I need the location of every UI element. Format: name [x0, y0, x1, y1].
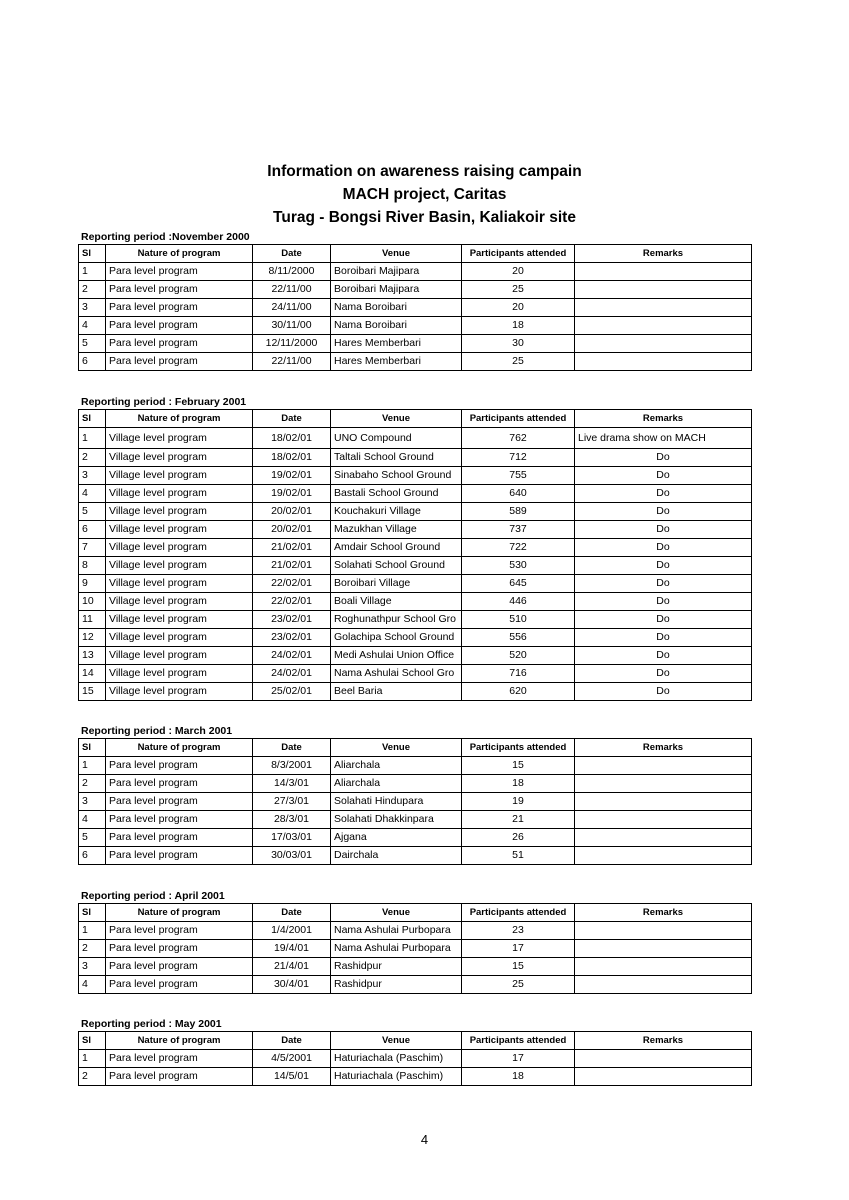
reporting-period-label: Reporting period : April 2001	[81, 890, 225, 902]
cell-nature-of-program: Village level program	[106, 575, 253, 593]
table-row	[79, 1068, 752, 1086]
cell-date: 28/3/01	[253, 811, 331, 829]
column-header-venue: Venue	[331, 904, 462, 922]
cell-venue: Golachipa School Ground	[331, 629, 462, 647]
cell-nature-of-program: Para level program	[106, 847, 253, 865]
cell-nature-of-program: Village level program	[106, 428, 253, 449]
cell-nature-of-program: Para level program	[106, 757, 253, 775]
column-header-date: Date	[253, 410, 331, 428]
cell-nature-of-program: Village level program	[106, 683, 253, 701]
cell-sl: 1	[79, 1050, 106, 1068]
cell-venue: Nama Ashulai Purbopara	[331, 940, 462, 958]
site-subtitle: Turag - Bongsi River Basin, Kaliakoir site	[273, 209, 576, 226]
cell-remarks	[575, 811, 752, 829]
cell-sl: 6	[79, 353, 106, 371]
cell-venue: Aliarchala	[331, 775, 462, 793]
cell-participants-attended: 17	[462, 1050, 575, 1068]
column-header-remarks: Remarks	[575, 410, 752, 428]
cell-sl: 12	[79, 629, 106, 647]
reporting-period-label: Reporting period : May 2001	[81, 1018, 222, 1030]
report-section-november-2000	[78, 231, 751, 371]
table-row	[79, 428, 752, 449]
column-header-participants-attended: Participants attended	[462, 245, 575, 263]
cell-sl: 4	[79, 317, 106, 335]
cell-date: 23/02/01	[253, 611, 331, 629]
cell-venue: Roghunathpur School Gro	[331, 611, 462, 629]
cell-participants-attended: 21	[462, 811, 575, 829]
table-row	[79, 958, 752, 976]
cell-participants-attended: 530	[462, 557, 575, 575]
cell-sl: 14	[79, 665, 106, 683]
cell-date: 17/03/01	[253, 829, 331, 847]
cell-nature-of-program: Village level program	[106, 467, 253, 485]
table-row	[79, 467, 752, 485]
report-table	[78, 409, 752, 701]
cell-participants-attended: 20	[462, 299, 575, 317]
cell-venue: Rashidpur	[331, 976, 462, 994]
cell-sl: 4	[79, 811, 106, 829]
cell-participants-attended: 645	[462, 575, 575, 593]
cell-venue: Solahati School Ground	[331, 557, 462, 575]
cell-venue: Amdair School Ground	[331, 539, 462, 557]
cell-remarks	[575, 940, 752, 958]
cell-nature-of-program: Para level program	[106, 317, 253, 335]
table-header-row	[79, 739, 752, 757]
cell-date: 20/02/01	[253, 521, 331, 539]
cell-venue: Haturiachala (Paschim)	[331, 1068, 462, 1086]
table-row	[79, 521, 752, 539]
cell-remarks: Do	[575, 683, 752, 701]
cell-nature-of-program: Para level program	[106, 1068, 253, 1086]
table-row	[79, 611, 752, 629]
table-row	[79, 557, 752, 575]
cell-venue: Boroibari Majipara	[331, 263, 462, 281]
table-header-row	[79, 245, 752, 263]
reporting-period-label: Reporting period : February 2001	[81, 396, 247, 408]
cell-date: 20/02/01	[253, 503, 331, 521]
report-section-may-2001	[78, 1018, 751, 1086]
cell-participants-attended: 510	[462, 611, 575, 629]
cell-venue: Nama Ashulai School Gro	[331, 665, 462, 683]
cell-date: 23/02/01	[253, 629, 331, 647]
cell-venue: Ajgana	[331, 829, 462, 847]
cell-remarks	[575, 317, 752, 335]
cell-venue: Solahati Dhakkinpara	[331, 811, 462, 829]
table-row	[79, 317, 752, 335]
cell-participants-attended: 15	[462, 958, 575, 976]
cell-participants-attended: 15	[462, 757, 575, 775]
cell-date: 27/3/01	[253, 793, 331, 811]
cell-nature-of-program: Para level program	[106, 263, 253, 281]
cell-participants-attended: 722	[462, 539, 575, 557]
cell-sl: 15	[79, 683, 106, 701]
cell-remarks: Do	[575, 557, 752, 575]
cell-venue: Dairchala	[331, 847, 462, 865]
column-header-participants-attended: Participants attended	[462, 739, 575, 757]
cell-date: 22/11/00	[253, 281, 331, 299]
cell-participants-attended: 589	[462, 503, 575, 521]
cell-participants-attended: 620	[462, 683, 575, 701]
cell-nature-of-program: Para level program	[106, 775, 253, 793]
cell-nature-of-program: Village level program	[106, 665, 253, 683]
table-row	[79, 922, 752, 940]
cell-date: 30/03/01	[253, 847, 331, 865]
cell-nature-of-program: Para level program	[106, 1050, 253, 1068]
table-row	[79, 647, 752, 665]
cell-sl: 3	[79, 467, 106, 485]
column-header-venue: Venue	[331, 1032, 462, 1050]
cell-participants-attended: 18	[462, 1068, 575, 1086]
cell-remarks	[575, 299, 752, 317]
table-row	[79, 793, 752, 811]
table-row	[79, 940, 752, 958]
column-header-venue: Venue	[331, 410, 462, 428]
table-row	[79, 485, 752, 503]
cell-remarks	[575, 793, 752, 811]
column-header-nature-of-program: Nature of program	[106, 245, 253, 263]
cell-nature-of-program: Village level program	[106, 449, 253, 467]
table-row	[79, 353, 752, 371]
table-header-row	[79, 1032, 752, 1050]
cell-remarks: Do	[575, 575, 752, 593]
cell-remarks	[575, 335, 752, 353]
cell-sl: 8	[79, 557, 106, 575]
report-table	[78, 1031, 752, 1086]
table-row	[79, 629, 752, 647]
project-subtitle: MACH project, Caritas	[342, 186, 507, 203]
cell-nature-of-program: Para level program	[106, 811, 253, 829]
column-header-remarks: Remarks	[575, 1032, 752, 1050]
cell-date: 30/4/01	[253, 976, 331, 994]
cell-date: 25/02/01	[253, 683, 331, 701]
cell-venue: Medi Ashulai Union Office	[331, 647, 462, 665]
table-row	[79, 757, 752, 775]
cell-venue: Sinabaho School Ground	[331, 467, 462, 485]
cell-remarks: Do	[575, 521, 752, 539]
column-header-participants-attended: Participants attended	[462, 904, 575, 922]
cell-venue: Rashidpur	[331, 958, 462, 976]
cell-remarks	[575, 281, 752, 299]
cell-remarks: Do	[575, 503, 752, 521]
cell-participants-attended: 19	[462, 793, 575, 811]
cell-participants-attended: 18	[462, 775, 575, 793]
cell-sl: 2	[79, 775, 106, 793]
column-header-participants-attended: Participants attended	[462, 410, 575, 428]
table-header-row	[79, 904, 752, 922]
column-header-remarks: Remarks	[575, 739, 752, 757]
cell-date: 14/3/01	[253, 775, 331, 793]
cell-date: 22/02/01	[253, 575, 331, 593]
cell-nature-of-program: Village level program	[106, 503, 253, 521]
cell-date: 24/02/01	[253, 647, 331, 665]
cell-sl: 2	[79, 449, 106, 467]
reporting-period-label: Reporting period : March 2001	[81, 725, 233, 737]
cell-venue: Boroibari Majipara	[331, 281, 462, 299]
table-row	[79, 281, 752, 299]
cell-participants-attended: 762	[462, 428, 575, 449]
cell-date: 14/5/01	[253, 1068, 331, 1086]
cell-nature-of-program: Para level program	[106, 281, 253, 299]
table-row	[79, 299, 752, 317]
column-header-sl: Sl	[79, 1032, 106, 1050]
cell-date: 12/11/2000	[253, 335, 331, 353]
cell-sl: 11	[79, 611, 106, 629]
cell-date: 30/11/00	[253, 317, 331, 335]
cell-remarks: Do	[575, 665, 752, 683]
cell-nature-of-program: Para level program	[106, 940, 253, 958]
cell-participants-attended: 25	[462, 976, 575, 994]
cell-nature-of-program: Para level program	[106, 829, 253, 847]
cell-date: 18/02/01	[253, 428, 331, 449]
cell-venue: Solahati Hindupara	[331, 793, 462, 811]
cell-date: 24/02/01	[253, 665, 331, 683]
cell-remarks: Live drama show on MACH	[575, 428, 752, 449]
cell-date: 1/4/2001	[253, 922, 331, 940]
cell-venue: Boali Village	[331, 593, 462, 611]
cell-sl: 2	[79, 940, 106, 958]
cell-remarks	[575, 1050, 752, 1068]
cell-remarks: Do	[575, 539, 752, 557]
column-header-venue: Venue	[331, 739, 462, 757]
cell-venue: Nama Boroibari	[331, 299, 462, 317]
cell-participants-attended: 446	[462, 593, 575, 611]
cell-nature-of-program: Village level program	[106, 611, 253, 629]
cell-sl: 1	[79, 922, 106, 940]
cell-sl: 2	[79, 1068, 106, 1086]
cell-date: 19/4/01	[253, 940, 331, 958]
cell-nature-of-program: Para level program	[106, 958, 253, 976]
column-header-date: Date	[253, 245, 331, 263]
cell-date: 4/5/2001	[253, 1050, 331, 1068]
cell-venue: UNO Compound	[331, 428, 462, 449]
cell-sl: 1	[79, 428, 106, 449]
cell-remarks	[575, 847, 752, 865]
cell-sl: 10	[79, 593, 106, 611]
cell-date: 24/11/00	[253, 299, 331, 317]
cell-date: 22/02/01	[253, 593, 331, 611]
cell-nature-of-program: Village level program	[106, 557, 253, 575]
table-row	[79, 683, 752, 701]
cell-remarks	[575, 922, 752, 940]
cell-participants-attended: 18	[462, 317, 575, 335]
column-header-nature-of-program: Nature of program	[106, 1032, 253, 1050]
table-row	[79, 847, 752, 865]
report-section-april-2001	[78, 890, 751, 994]
cell-venue: Taltali School Ground	[331, 449, 462, 467]
cell-participants-attended: 712	[462, 449, 575, 467]
cell-participants-attended: 26	[462, 829, 575, 847]
cell-nature-of-program: Para level program	[106, 299, 253, 317]
column-header-nature-of-program: Nature of program	[106, 904, 253, 922]
table-row	[79, 811, 752, 829]
table-row	[79, 593, 752, 611]
cell-venue: Nama Ashulai Purbopara	[331, 922, 462, 940]
cell-venue: Hares Memberbari	[331, 353, 462, 371]
cell-nature-of-program: Village level program	[106, 647, 253, 665]
cell-venue: Bastali School Ground	[331, 485, 462, 503]
column-header-sl: Sl	[79, 904, 106, 922]
report-table	[78, 738, 752, 865]
cell-nature-of-program: Village level program	[106, 593, 253, 611]
page-number: 4	[420, 1132, 429, 1147]
column-header-date: Date	[253, 904, 331, 922]
cell-nature-of-program: Village level program	[106, 521, 253, 539]
document-title: Information on awareness raising campain	[267, 163, 582, 180]
column-header-sl: Sl	[79, 245, 106, 263]
cell-date: 21/02/01	[253, 557, 331, 575]
cell-participants-attended: 25	[462, 281, 575, 299]
report-section-march-2001	[78, 725, 751, 865]
table-row	[79, 449, 752, 467]
cell-remarks: Do	[575, 593, 752, 611]
cell-date: 19/02/01	[253, 467, 331, 485]
cell-participants-attended: 755	[462, 467, 575, 485]
cell-sl: 13	[79, 647, 106, 665]
cell-date: 18/02/01	[253, 449, 331, 467]
cell-remarks: Do	[575, 629, 752, 647]
cell-nature-of-program: Village level program	[106, 629, 253, 647]
cell-date: 21/4/01	[253, 958, 331, 976]
cell-remarks: Do	[575, 485, 752, 503]
cell-sl: 1	[79, 263, 106, 281]
cell-participants-attended: 30	[462, 335, 575, 353]
cell-venue: Aliarchala	[331, 757, 462, 775]
table-row	[79, 665, 752, 683]
cell-venue: Kouchakuri Village	[331, 503, 462, 521]
cell-date: 8/11/2000	[253, 263, 331, 281]
cell-nature-of-program: Para level program	[106, 922, 253, 940]
cell-participants-attended: 25	[462, 353, 575, 371]
column-header-nature-of-program: Nature of program	[106, 739, 253, 757]
table-row	[79, 539, 752, 557]
cell-remarks: Do	[575, 611, 752, 629]
column-header-sl: Sl	[79, 739, 106, 757]
cell-sl: 5	[79, 829, 106, 847]
report-table	[78, 903, 752, 994]
table-row	[79, 575, 752, 593]
cell-date: 21/02/01	[253, 539, 331, 557]
column-header-date: Date	[253, 1032, 331, 1050]
cell-nature-of-program: Para level program	[106, 353, 253, 371]
cell-sl: 9	[79, 575, 106, 593]
cell-participants-attended: 20	[462, 263, 575, 281]
column-header-nature-of-program: Nature of program	[106, 410, 253, 428]
cell-sl: 1	[79, 757, 106, 775]
cell-nature-of-program: Village level program	[106, 539, 253, 557]
table-header-row	[79, 410, 752, 428]
cell-remarks	[575, 1068, 752, 1086]
column-header-date: Date	[253, 739, 331, 757]
cell-venue: Nama Boroibari	[331, 317, 462, 335]
cell-sl: 2	[79, 281, 106, 299]
cell-date: 22/11/00	[253, 353, 331, 371]
cell-sl: 5	[79, 503, 106, 521]
cell-participants-attended: 737	[462, 521, 575, 539]
cell-nature-of-program: Para level program	[106, 976, 253, 994]
cell-remarks	[575, 775, 752, 793]
cell-sl: 4	[79, 485, 106, 503]
cell-venue: Hares Memberbari	[331, 335, 462, 353]
cell-sl: 6	[79, 521, 106, 539]
report-table	[78, 244, 752, 371]
cell-sl: 6	[79, 847, 106, 865]
cell-remarks: Do	[575, 647, 752, 665]
cell-venue: Haturiachala (Paschim)	[331, 1050, 462, 1068]
cell-date: 8/3/2001	[253, 757, 331, 775]
cell-venue: Beel Baria	[331, 683, 462, 701]
cell-nature-of-program: Para level program	[106, 793, 253, 811]
table-row	[79, 1050, 752, 1068]
report-section-february-2001	[78, 396, 751, 701]
table-row	[79, 335, 752, 353]
cell-nature-of-program: Para level program	[106, 335, 253, 353]
table-row	[79, 976, 752, 994]
table-row	[79, 263, 752, 281]
table-row	[79, 775, 752, 793]
cell-sl: 5	[79, 335, 106, 353]
cell-remarks	[575, 829, 752, 847]
cell-remarks	[575, 353, 752, 371]
cell-sl: 3	[79, 793, 106, 811]
cell-venue: Mazukhan Village	[331, 521, 462, 539]
cell-participants-attended: 51	[462, 847, 575, 865]
cell-date: 19/02/01	[253, 485, 331, 503]
cell-sl: 7	[79, 539, 106, 557]
column-header-participants-attended: Participants attended	[462, 1032, 575, 1050]
cell-participants-attended: 640	[462, 485, 575, 503]
cell-participants-attended: 556	[462, 629, 575, 647]
cell-participants-attended: 17	[462, 940, 575, 958]
reporting-period-label: Reporting period :November 2000	[81, 231, 250, 243]
cell-venue: Boroibari Village	[331, 575, 462, 593]
table-row	[79, 503, 752, 521]
cell-sl: 3	[79, 958, 106, 976]
cell-remarks: Do	[575, 449, 752, 467]
cell-sl: 4	[79, 976, 106, 994]
cell-nature-of-program: Village level program	[106, 485, 253, 503]
column-header-sl: Sl	[79, 410, 106, 428]
cell-sl: 3	[79, 299, 106, 317]
column-header-venue: Venue	[331, 245, 462, 263]
cell-participants-attended: 520	[462, 647, 575, 665]
cell-participants-attended: 23	[462, 922, 575, 940]
cell-remarks	[575, 757, 752, 775]
column-header-remarks: Remarks	[575, 904, 752, 922]
cell-remarks	[575, 976, 752, 994]
column-header-remarks: Remarks	[575, 245, 752, 263]
table-row	[79, 829, 752, 847]
cell-remarks	[575, 263, 752, 281]
cell-remarks: Do	[575, 467, 752, 485]
cell-participants-attended: 716	[462, 665, 575, 683]
cell-remarks	[575, 958, 752, 976]
